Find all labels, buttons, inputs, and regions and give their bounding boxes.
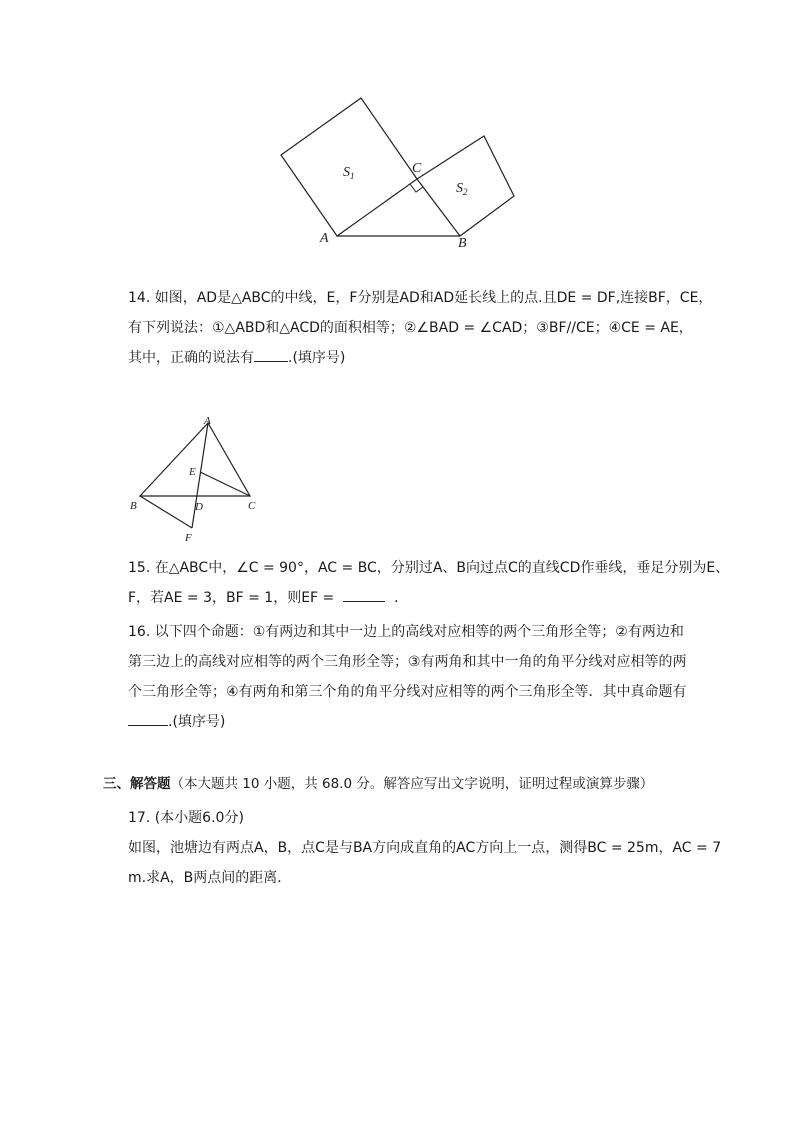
question-14 bbox=[128, 283, 728, 373]
q14-line-1: 14. 如图，AD是△ABC的中线，E，F分别是AD和AD延长线上的点.且DE = DF,连接BF，CE， bbox=[128, 290, 713, 306]
square-s2 bbox=[417, 136, 514, 236]
label-a: A bbox=[320, 231, 329, 246]
question-16 bbox=[128, 617, 728, 737]
question-17 bbox=[128, 803, 728, 893]
section-3-header bbox=[103, 772, 653, 792]
segment-bf bbox=[140, 496, 192, 528]
q15-line-2 bbox=[128, 583, 728, 613]
q16-line-2: 第三边上的高线对应相等的两个三角形全等；③有两角和其中一角的角平分线对应相等的两 bbox=[128, 654, 687, 670]
label-c: C bbox=[412, 161, 422, 176]
q14-line-3-suffix: .(填序号) bbox=[288, 350, 346, 366]
answer-blank bbox=[128, 724, 168, 726]
section-3-title: 三、解答题 bbox=[103, 776, 171, 792]
label-d: D bbox=[195, 501, 203, 513]
label-c: C bbox=[248, 500, 256, 512]
q16-line-4 bbox=[128, 707, 728, 737]
triangle-abc bbox=[140, 423, 250, 496]
answer-blank bbox=[343, 600, 385, 602]
q16-line-1: 16. 以下四个命题：①有两边和其中一边上的高线对应相等的两个三角形全等；②有两边和 bbox=[128, 624, 684, 640]
label-s2: $S_2$ bbox=[456, 181, 468, 197]
label-b: B bbox=[458, 236, 467, 251]
q15-line-2-suffix: . bbox=[394, 590, 399, 606]
squares-figure bbox=[270, 90, 530, 260]
q17-header: 17. (本小题6.0分) bbox=[128, 810, 244, 826]
q16-line-3: 个三角形全等；④有两角和第三个角的角平分线对应相等的两个三角形全等．其中真命题有 bbox=[128, 684, 687, 700]
q15-line-2-text: F，若AE = 3，BF = 1，则EF = bbox=[128, 590, 335, 606]
q14-line-3-text: 其中，正确的说法有 bbox=[128, 350, 254, 366]
q16-line-4-suffix: .(填序号) bbox=[168, 714, 226, 730]
label-b: B bbox=[130, 500, 137, 512]
q14-line-2: 有下列说法：①△ABD和△ACD的面积相等；②∠BAD = ∠CAD；③BF//CE；④CE = AE， bbox=[128, 320, 693, 336]
q15-line-1: 15. 在△ABC中，∠C = 90°，AC = BC，分别过A、B向过点C的直线CD作垂线，垂足分别为E、 bbox=[128, 560, 730, 576]
q14-line-3 bbox=[128, 343, 728, 373]
question-15 bbox=[128, 553, 728, 613]
label-e: E bbox=[189, 466, 196, 478]
q17-line-1: 如图，池塘边有两点A，B，点C是与BA方向成直角的AC方向上一点，测得BC = 25m，AC = 7 bbox=[128, 840, 722, 856]
answer-blank bbox=[254, 360, 288, 362]
triangle-median-figure bbox=[125, 410, 270, 545]
section-3-description: （本大题共 10 小题，共 68.0 分。解答应写出文字说明，证明过程或演算步骤） bbox=[170, 776, 654, 792]
label-f: F bbox=[185, 532, 192, 544]
label-a: A bbox=[204, 415, 211, 427]
q17-line-2: m.求A，B两点间的距离． bbox=[128, 870, 292, 886]
label-s1: $S_1$ bbox=[343, 165, 355, 181]
